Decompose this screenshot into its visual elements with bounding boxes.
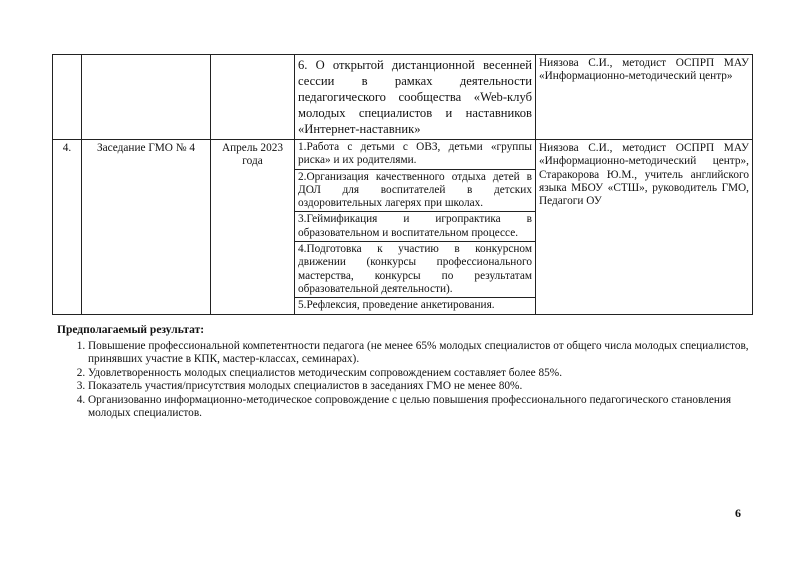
- plan-table: [52, 54, 753, 315]
- list-item: 3. Показатель участия/присутствия молодых специалистов в заседаниях ГМО не менее 80%.: [88, 380, 757, 394]
- row-topics: [295, 140, 536, 315]
- table-row: [53, 140, 753, 315]
- list-item: 4. Организованно информационно-методическое сопровождение с целью повышения профессионального педагогического становления молодых специалистов.: [88, 394, 757, 421]
- table-row: [53, 55, 753, 140]
- expected-result-heading: Предполагаемый результат:: [57, 324, 205, 336]
- list-item: 2. Удовлетворенность молодых специалистов методическим сопровождением составляет более 85%.: [88, 367, 757, 381]
- topic-item: 5.Рефлексия, проведение анкетирования.: [298, 299, 495, 312]
- row-event: Заседание ГМО № 4: [82, 140, 211, 315]
- row-event: [82, 55, 211, 140]
- row-topics: [295, 55, 536, 140]
- row-number: [53, 55, 82, 140]
- page-number: 6: [735, 506, 741, 520]
- row-number: 4.: [53, 140, 82, 315]
- topic-item: 1.Работа с детьми с ОВЗ, детьми «группы риска» и их родителями.: [295, 140, 535, 170]
- row-responsible: Ниязова С.И., методист ОСПРП МАУ «Информационно-методический центр», Старакорова Ю.М., учитель английского языка МБОУ «СТШ», руководитель ГМО, Педагоги ОУ: [536, 140, 753, 315]
- row-date: [211, 55, 295, 140]
- topic-item: 4.Подготовка к участию в конкурсном движении (конкурсы профессионального мастерства, конкурсы по результатам образовательной деятельности).: [295, 242, 535, 298]
- expected-result-list: [57, 340, 757, 421]
- topic-item: 2.Организация качественного отдыха детей в ДОЛ для воспитателей в детских оздоровительных лагерях при школах.: [295, 170, 535, 213]
- list-item: 1. Повышение профессиональной компетентности педагога (не менее 65% молодых специалистов от общего числа молодых специалистов, принявших участие в КПК, мастер-классах, семинарах).: [88, 340, 757, 367]
- topic-item: 3.Геймификация и игропрактика в образовательном и воспитательном процессе.: [295, 212, 535, 242]
- topic-item: 6. О открытой дистанционной весенней сессии в рамках деятельности педагогического сообщества «Web-клуб молодых специалистов и наставников «Интернет-наставник»: [298, 58, 532, 136]
- expected-result-section: [57, 324, 757, 421]
- row-responsible: Ниязова С.И., методист ОСПРП МАУ «Информационно-методический центр»: [536, 55, 753, 140]
- row-date: Апрель 2023 года: [211, 140, 295, 315]
